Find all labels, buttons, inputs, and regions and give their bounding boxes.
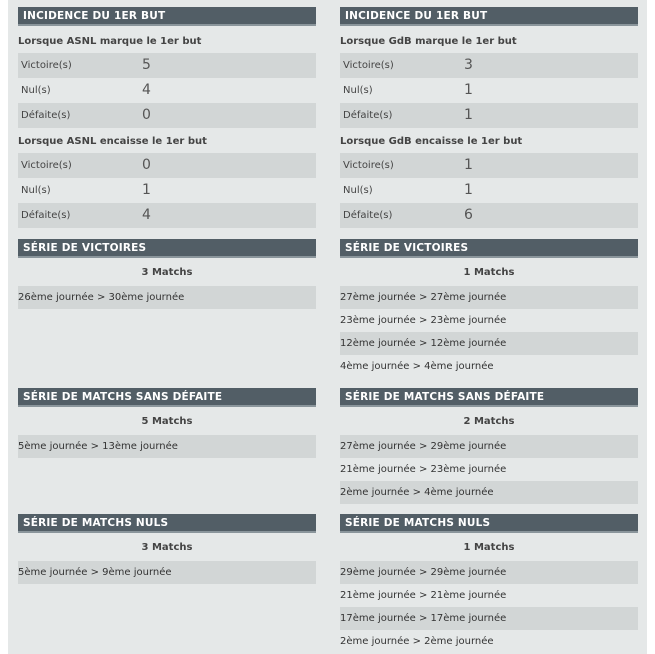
stat-row	[18, 153, 316, 178]
wins-list	[340, 286, 638, 378]
wins-count-block	[18, 266, 316, 280]
stat-row	[18, 203, 316, 228]
unbeaten-list	[340, 435, 638, 504]
streak-item: 27ème journée > 27ème journée	[340, 286, 638, 309]
stat-value: 5	[142, 57, 151, 73]
concedes-first-label: Lorsque GdB encaisse le 1er but	[340, 136, 523, 147]
streak-item: 2ème journée > 4ème journée	[340, 481, 638, 504]
draws-section	[18, 514, 316, 533]
stat-row	[340, 178, 638, 203]
stat-label: Nul(s)	[343, 85, 373, 96]
streak-count: 1 Matchs	[463, 542, 515, 553]
wins-count-block	[340, 266, 638, 280]
scores-first-rows	[18, 53, 316, 128]
streak-item: 5ème journée > 9ème journée	[18, 561, 316, 584]
unbeaten-section	[18, 388, 316, 407]
stat-row	[18, 53, 316, 78]
scores-first-label: Lorsque GdB marque le 1er but	[340, 36, 517, 47]
concedes-first-block	[18, 135, 316, 149]
streak-item: 5ème journée > 13ème journée	[18, 435, 316, 458]
streak-count: 3 Matchs	[141, 542, 193, 553]
draws-list	[340, 561, 638, 653]
section-header: SÉRIE DE MATCHS NULS	[18, 514, 316, 533]
wins-section	[18, 239, 316, 258]
team-left-column	[18, 0, 316, 654]
stat-label: Défaite(s)	[343, 110, 393, 121]
streak-count: 3 Matchs	[141, 267, 193, 278]
wins-section	[340, 239, 638, 258]
concedes-first-rows	[340, 153, 638, 228]
streak-item: 23ème journée > 23ème journée	[340, 315, 507, 326]
streak-item: 2ème journée > 2ème journée	[340, 636, 494, 647]
section-header: SÉRIE DE VICTOIRES	[18, 239, 316, 258]
scores-first-rows	[340, 53, 638, 128]
draws-section	[340, 514, 638, 533]
concedes-first-block	[340, 135, 638, 149]
stat-label: Nul(s)	[343, 185, 373, 196]
unbeaten-count-block	[340, 415, 638, 429]
section-header: SÉRIE DE VICTOIRES	[340, 239, 638, 258]
stat-value: 4	[142, 207, 151, 223]
stat-value: 0	[142, 157, 151, 173]
streak-item: 27ème journée > 29ème journée	[340, 435, 638, 458]
stat-value: 0	[142, 107, 151, 123]
streak-count: 1 Matchs	[463, 267, 515, 278]
section-header: INCIDENCE DU 1ER BUT	[18, 7, 316, 26]
unbeaten-section	[340, 388, 638, 407]
stat-label: Nul(s)	[21, 185, 51, 196]
stat-value: 1	[464, 82, 473, 98]
stat-value: 6	[464, 207, 473, 223]
stat-row	[340, 203, 638, 228]
stat-label: Victoire(s)	[21, 160, 72, 171]
scores-first-block	[18, 35, 316, 49]
scores-first-block	[340, 35, 638, 49]
stat-label: Victoire(s)	[343, 60, 394, 71]
unbeaten-list	[18, 435, 316, 458]
concedes-first-label: Lorsque ASNL encaisse le 1er but	[18, 136, 207, 147]
stat-row	[340, 153, 638, 178]
streak-item: 26ème journée > 30ème journée	[18, 286, 316, 309]
streak-item: 29ème journée > 29ème journée	[340, 561, 638, 584]
stat-label: Victoire(s)	[21, 60, 72, 71]
draws-count-block	[340, 541, 638, 555]
streak-count: 5 Matchs	[141, 416, 193, 427]
section-header: INCIDENCE DU 1ER BUT	[340, 7, 638, 26]
stat-row	[340, 103, 638, 128]
stat-value: 1	[464, 107, 473, 123]
wins-list	[18, 286, 316, 309]
draws-count-block	[18, 541, 316, 555]
incidence-section	[18, 7, 316, 26]
streak-count: 2 Matchs	[463, 416, 515, 427]
unbeaten-count-block	[18, 415, 316, 429]
concedes-first-rows	[18, 153, 316, 228]
stat-value: 1	[464, 182, 473, 198]
stat-row	[18, 78, 316, 103]
streak-item: 21ème journée > 21ème journée	[340, 590, 507, 601]
draws-list	[18, 561, 316, 584]
streak-item: 21ème journée > 23ème journée	[340, 464, 507, 475]
stat-label: Défaite(s)	[343, 210, 393, 221]
stat-row	[18, 178, 316, 203]
stat-row	[340, 78, 638, 103]
incidence-section	[340, 7, 638, 26]
stat-value: 4	[142, 82, 151, 98]
streak-item: 4ème journée > 4ème journée	[340, 361, 494, 372]
stat-row	[18, 103, 316, 128]
streak-item: 12ème journée > 12ème journée	[340, 332, 638, 355]
stat-value: 1	[142, 182, 151, 198]
section-header: SÉRIE DE MATCHS SANS DÉFAITE	[340, 388, 638, 407]
stat-label: Défaite(s)	[21, 210, 71, 221]
stat-value: 3	[464, 57, 473, 73]
stat-label: Victoire(s)	[343, 160, 394, 171]
stat-row	[340, 53, 638, 78]
stat-label: Défaite(s)	[21, 110, 71, 121]
team-right-column	[340, 0, 638, 654]
stat-label: Nul(s)	[21, 85, 51, 96]
section-header: SÉRIE DE MATCHS NULS	[340, 514, 638, 533]
section-header: SÉRIE DE MATCHS SANS DÉFAITE	[18, 388, 316, 407]
stat-value: 1	[464, 157, 473, 173]
streak-item: 17ème journée > 17ème journée	[340, 607, 638, 630]
scores-first-label: Lorsque ASNL marque le 1er but	[18, 36, 202, 47]
